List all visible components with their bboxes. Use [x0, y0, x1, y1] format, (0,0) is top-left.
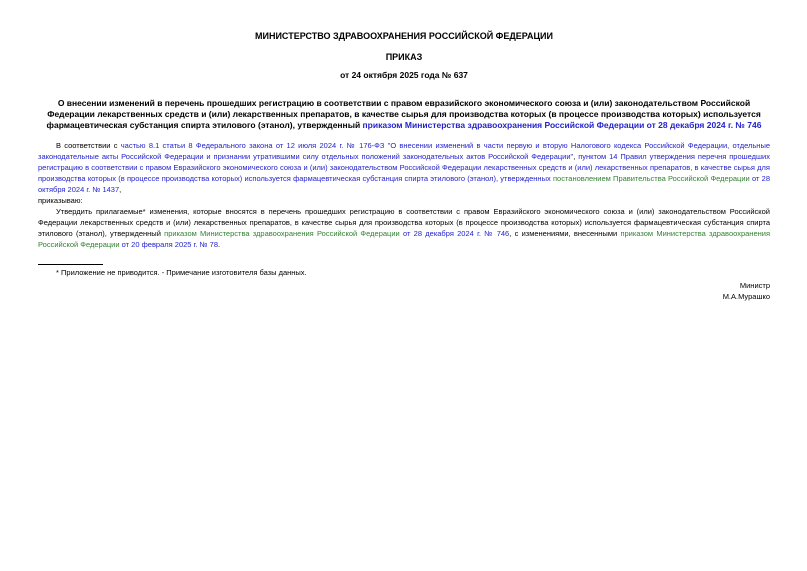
- paragraph-legal-basis: [38, 140, 770, 195]
- signature-position: Министр: [739, 281, 770, 290]
- prikazyvayu-line: приказываю:: [38, 196, 83, 205]
- paragraph-order: [38, 206, 770, 250]
- signature-name: М.А.Мурашко: [722, 292, 770, 301]
- doc-link[interactable]: от 28 декабря 2024 г. № 746: [399, 229, 510, 238]
- doc-link[interactable]: от 20 февраля 2025 г. № 78: [119, 240, 219, 249]
- ministry-heading: МИНИСТЕРСТВО ЗДРАВООХРАНЕНИЯ РОССИЙСКОЙ ФЕДЕРАЦИИ: [255, 31, 553, 41]
- signature-block: [38, 280, 770, 302]
- doc-link[interactable]: приказом Министерства здравоохранения Российской Федерации: [164, 229, 400, 238]
- doc-link[interactable]: постановлением Правительства Российской Федерации: [552, 174, 750, 183]
- doc-title: [38, 98, 770, 131]
- doc-link[interactable]: приказом Министерства здравоохранения Российской Федерации от 28 декабря 2024 г. № 746: [362, 120, 762, 130]
- footnote-divider: [38, 264, 103, 265]
- text-run: ,: [573, 152, 579, 161]
- text-run: О внесении изменений в перечень прошедших регистрацию в соответствии с правом евразийского экономического союза и (или) законодательством Российской Федерации лекарственных средств и (или) лекарственных препаратов, в качестве сырья для производства которых (в процессе производства которых) используется фармацевтическая субстанция спирта этилового (этанол), утвержденный: [46, 98, 761, 130]
- doc-date-number: от 24 октября 2025 года № 637: [340, 70, 468, 80]
- text-run: .: [218, 240, 221, 249]
- doc-link[interactable]: от 28 октября 2024 г. № 1437: [38, 174, 771, 194]
- text-run: Утвердить прилагаемые* изменения, которые вносятся в перечень прошедших регистрацию в соответствии с правом Евразийского экономического союза и (или) законодательством Российской Федерации лекарственных средств и (или) лекарственных препаратов, в качестве сырья для производства которых (в процессе производства которых) используется фармацевтическая субстанция спирта этилового (этанол), утвержденный: [38, 207, 770, 238]
- doc-type-heading: ПРИКАЗ: [385, 52, 423, 62]
- text-run: ,: [119, 185, 122, 194]
- footnote-text: * Приложение не приводится. - Примечание изготовителя базы данных.: [56, 268, 307, 277]
- doc-link[interactable]: приказом Министерства здравоохранения Российской Федерации: [38, 229, 771, 249]
- text-run: , с изменениями, внесенными: [509, 229, 621, 238]
- doc-link[interactable]: пунктом 14 Правил утверждения перечня прошедших регистрацию в соответствии с правом Евразийского экономического союза и (или) законодательством Российской Федерации лекарственных средств и (или) лекарственных препаратов, в качестве сырья для производства которых (в процессе производства которых) используется фармацевтическая субстанция спирта этилового (этанол), утвержденных: [38, 152, 770, 183]
- text-run: В соответствии с: [56, 141, 121, 150]
- doc-link[interactable]: частью 8.1 статьи 8 Федерального закона от 12 июля 2024 г. № 176-ФЗ "О внесении изменений в части первую и вторую Налогового кодекса Российской Федерации, отдельные законодательные акты Российской Федерации и признании утратившими силу отдельных положений законодательных актов Российской Федерации": [38, 141, 771, 161]
